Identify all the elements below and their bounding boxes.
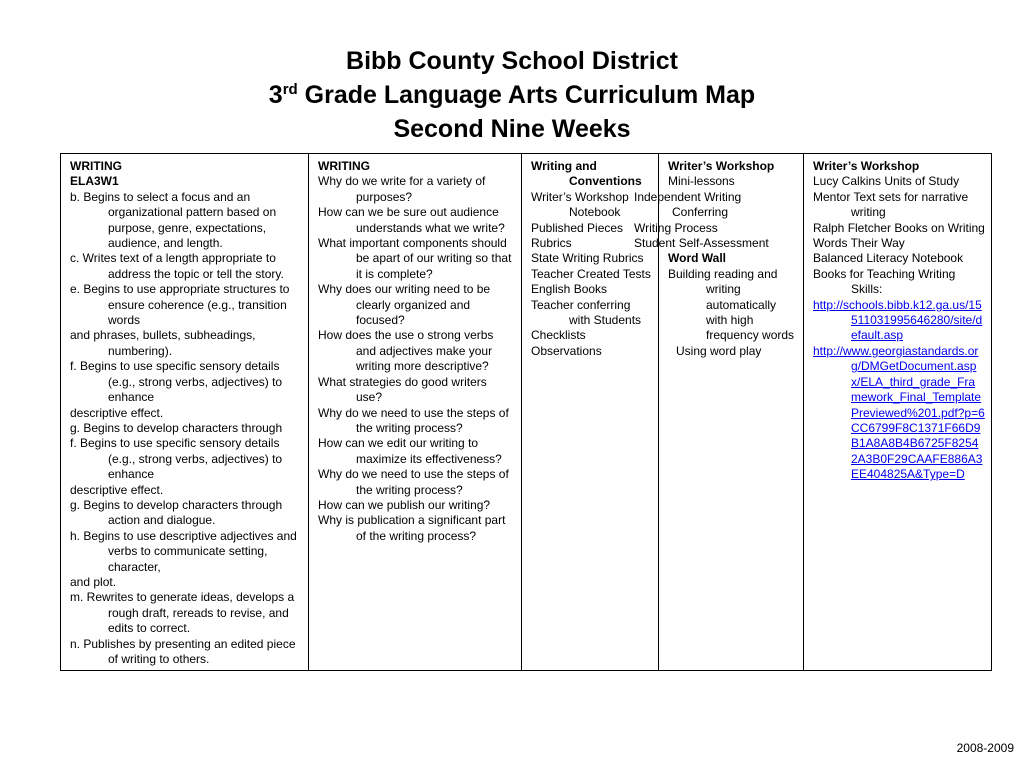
assessments-heading: Writing and Conventions bbox=[531, 159, 642, 189]
standard-item: c. Writes text of a length appropriate to address the topic or tell the story. bbox=[70, 251, 284, 281]
question-item: Why do we write for a variety of purposes? bbox=[318, 174, 486, 204]
title-line-2 bbox=[0, 78, 1024, 112]
title-line-3: Second Nine Weeks bbox=[393, 115, 631, 143]
strategy-item: Mini-lessons bbox=[668, 174, 735, 189]
assessment-item: Checklists bbox=[531, 328, 586, 343]
resource-item: Lucy Calkins Units of Study bbox=[813, 174, 960, 189]
question-item: What strategies do good writers use? bbox=[318, 374, 487, 405]
strategy-item: Writing Process bbox=[634, 220, 718, 235]
resource-link-schools[interactable] bbox=[813, 298, 985, 344]
standard-item: m. Rewrites to generate ideas, develops a rough draft, rereads to revise, and edits to correct. bbox=[70, 590, 295, 636]
assessment-item: Teacher Created Tests bbox=[531, 266, 651, 281]
resources-heading: Writer’s Workshop bbox=[813, 159, 920, 173]
standard-item: n. Publishes by presenting an edited piece of writing to others. bbox=[70, 636, 296, 666]
question-item: How does the use o strong verbs and adjectives make your writing more descriptive? bbox=[318, 328, 494, 374]
question-item: Why is publication a significant part of the writing process? bbox=[318, 513, 506, 543]
schools-bibb-link[interactable]: http://schools.bibb.k12.ga.us/15511031995646280/site/default.asp bbox=[813, 297, 983, 343]
assessment-item: Writer’s Workshop Notebook bbox=[531, 189, 629, 220]
resource-link-georgia-standards[interactable] bbox=[813, 344, 985, 483]
standards-code: ELA3W1 bbox=[70, 174, 119, 189]
resource-item: Mentor Text sets for narrative writing bbox=[813, 189, 969, 220]
question-item: Why do we need to use the steps of the writing process? bbox=[318, 405, 509, 435]
assessment-item: State Writing Rubrics bbox=[531, 251, 644, 266]
strategy-item: Using word play bbox=[676, 343, 762, 358]
standard-item: b. Begins to select a focus and an organizational pattern based on purpose, genre, expectations, audience, and length. bbox=[70, 189, 277, 251]
assessment-item: Published Pieces bbox=[531, 220, 624, 235]
question-item: How can we edit our writing to maximize its effectiveness? bbox=[318, 436, 502, 466]
strategies-cell bbox=[634, 154, 804, 671]
assessment-item: Rubrics bbox=[531, 236, 572, 251]
standard-item: f. Begins to use specific sensory details (e.g., strong verbs, adjectives) to enhance bbox=[70, 359, 283, 405]
standard-item: h. Begins to use descriptive adjectives and verbs to communicate setting, character, bbox=[70, 528, 297, 574]
assessment-item: Observations bbox=[531, 343, 602, 358]
question-item: How can we be sure out audience understands what we write? bbox=[318, 205, 505, 235]
question-item: Why does our writing need to be clearly organized and focused? bbox=[318, 282, 491, 328]
question-item: How can we publish our writing? bbox=[318, 497, 491, 512]
word-wall-heading: Word Wall bbox=[668, 251, 726, 266]
standard-item: descriptive effect. bbox=[70, 405, 164, 420]
document-title bbox=[0, 44, 1024, 146]
question-item: Why do we need to use the steps of the writing process? bbox=[318, 467, 509, 497]
standard-item: f. Begins to use specific sensory details (e.g., strong verbs, adjectives) to enhance bbox=[70, 436, 283, 482]
standards-cell bbox=[61, 154, 309, 671]
strategy-item: Student Self-Assessment bbox=[634, 236, 769, 251]
standard-item: g. Begins to develop characters through action and dialogue. bbox=[70, 497, 283, 528]
table-row bbox=[61, 154, 992, 671]
school-year: 2008-2009 bbox=[956, 741, 1014, 755]
resource-item: Words Their Way bbox=[813, 236, 905, 251]
strategy-item: Building reading and writing automatically with high frequency words bbox=[668, 266, 795, 343]
grade-suffix: rd bbox=[282, 81, 298, 98]
standard-item: descriptive effect. bbox=[70, 482, 164, 497]
standards-heading: WRITING bbox=[70, 159, 122, 173]
standard-item: and plot. bbox=[70, 574, 117, 589]
resources-cell bbox=[804, 154, 992, 671]
standard-item: e. Begins to use appropriate structures to ensure coherence (e.g., transition words bbox=[70, 282, 290, 328]
essential-questions-cell bbox=[309, 154, 522, 671]
grade-number: 3 bbox=[268, 81, 283, 109]
resource-item: Books for Teaching Writing Skills: bbox=[813, 266, 956, 297]
title-line-1: Bibb County School District bbox=[346, 47, 678, 75]
questions-heading: WRITING bbox=[318, 159, 370, 173]
resource-item: Balanced Literacy Notebook bbox=[813, 251, 964, 266]
curriculum-table bbox=[60, 153, 992, 671]
assessment-item: English Books bbox=[531, 282, 608, 297]
title-line-2-rest: Grade Language Arts Curriculum Map bbox=[297, 81, 756, 109]
question-item: What important components should be apart of our writing so that it is complete? bbox=[318, 236, 512, 281]
strategy-item: Independent Writing Conferring bbox=[634, 189, 742, 220]
resource-item: Ralph Fletcher Books on Writing bbox=[813, 220, 985, 235]
standard-item: g. Begins to develop characters through bbox=[70, 420, 283, 435]
standard-item: and phrases, bullets, subheadings, numbering). bbox=[70, 328, 256, 358]
strategies-heading: Writer’s Workshop bbox=[668, 159, 775, 173]
assessment-item: Teacher conferring with Students bbox=[531, 297, 642, 328]
georgia-standards-link[interactable]: http://www.georgiastandards.org/DMGetDocument.aspx/ELA_third_grade_Framework_Final_TemplatePreviewed%201.pdf?p=6CC6799F8C1371F66D9B1A8A8B4B6725F82542A3B0F29CAAFE886A3EE404825A&Type=D bbox=[813, 343, 985, 482]
